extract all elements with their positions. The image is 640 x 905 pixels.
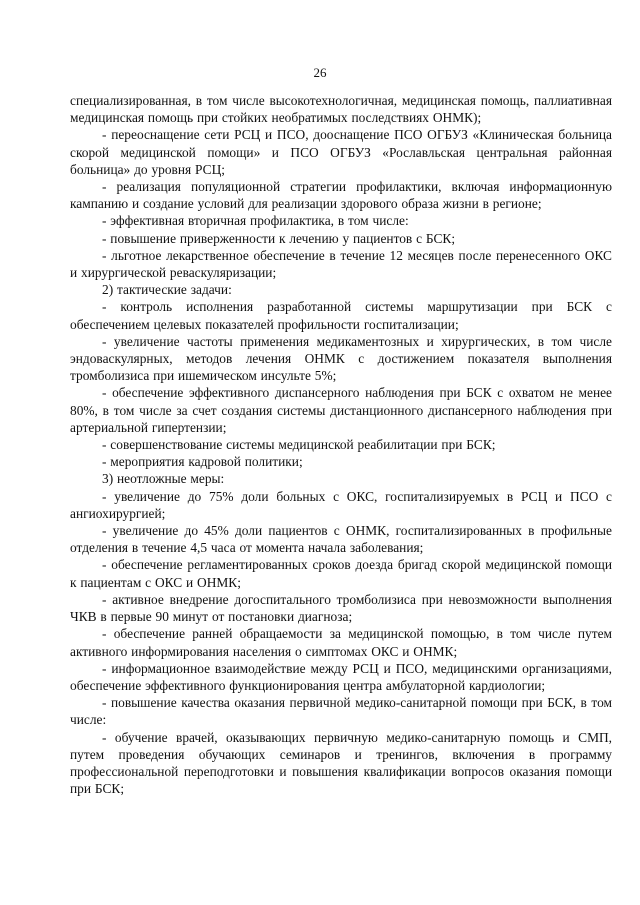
paragraph: - повышение качества оказания первичной медико-санитарной помощи при БСК, в том числе: — [70, 695, 612, 728]
paragraph: - контроль исполнения разработанной системы маршрутизации при БСК с обеспечением целевых показателей профильности госпитализации; — [70, 299, 612, 332]
paragraph: - увеличение до 45% доли пациентов с ОНМК, госпитализированных в профильные отделения в течение 4,5 часа от момента начала заболевания; — [70, 523, 612, 556]
paragraph: 2) тактические задачи: — [102, 282, 232, 298]
paragraph: специализированная, в том числе высокотехнологичная, медицинская помощь, паллиативная медицинская помощь при стойких необратимых последствиях ОНМК); — [70, 93, 612, 126]
paragraph: - эффективная вторичная профилактика, в том числе: — [102, 213, 409, 229]
paragraph: 3) неотложные меры: — [102, 471, 225, 487]
page-number: 26 — [313, 65, 327, 80]
paragraph: - повышение приверженности к лечению у пациентов с БСК; — [102, 230, 456, 246]
paragraph: - обеспечение регламентированных сроков доезда бригад скорой медицинской помощи к пациентам с ОКС и ОНМК; — [70, 557, 612, 590]
paragraph: - увеличение частоты применения медикаментозных и хирургических, в том числе эндоваскулярных, методов лечения ОНМК с достижением показателя выполнения тромболизиса при ишемическом инсульте 5%; — [70, 333, 612, 384]
paragraph: - совершенствование системы медицинской реабилитации при БСК; — [102, 437, 496, 453]
paragraph: - реализация популяционной стратегии профилактики, включая информационную кампанию и создание условий для реализации здорового образа жизни в регионе; — [70, 179, 612, 212]
paragraph: - обеспечение ранней обращаемости за медицинской помощью, в том числе путем активного информирования населения о симптомах ОКС и ОНМК; — [70, 626, 612, 659]
paragraph: - переоснащение сети РСЦ и ПСО, дооснащение ПСО ОГБУЗ «Клиническая больница скорой медицинской помощи» и ПСО ОГБУЗ «Рославльская центральная районная больница» до уровня РСЦ; — [70, 127, 612, 177]
document-body — [70, 92, 612, 797]
paragraph: - обеспечение эффективного диспансерного наблюдения при БСК с охватом не менее 80%, в том числе за счет создания системы дистанционного диспансерного наблюдения при артериальной гипертензии; — [70, 385, 612, 435]
paragraph: - мероприятия кадровой политики; — [102, 454, 303, 470]
paragraph: - активное внедрение догоспитального тромболизиса при невозможности выполнения ЧКВ в первые 90 минут от постановки диагноза; — [70, 591, 612, 625]
paragraph: - льготное лекарственное обеспечение в течение 12 месяцев после перенесенного ОКС и хирургической реваскуляризации; — [70, 247, 612, 281]
paragraph: - увеличение до 75% доли больных с ОКС, госпитализируемых в РСЦ и ПСО с ангиохирургией; — [70, 488, 612, 521]
paragraph: - информационное взаимодействие между РСЦ и ПСО, медицинскими организациями, обеспечение эффективного функционирования центра амбулаторной кардиологии; — [70, 660, 612, 693]
paragraph: - обучение врачей, оказывающих первичную медико-санитарную помощь и СМП, путем проведения обучающих семинаров и тренингов, включения в программу профессиональной переподготовки и повышения квалификации вопросов оказания помощи при БСК; — [70, 729, 612, 797]
